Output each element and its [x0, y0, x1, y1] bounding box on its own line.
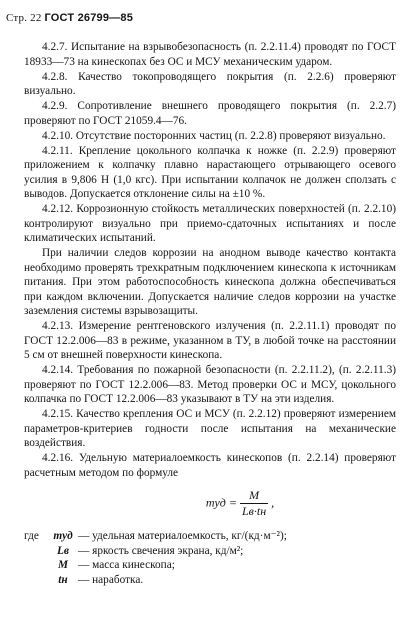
- legend-text: — масса кинескопа;: [78, 559, 175, 571]
- formula: [84, 488, 396, 519]
- paragraph-4-2-13: 4.2.13. Измерение рентгеновского излучения (п. 2.2.11.1) проводят по ГОСТ 12.2.006—83 в режиме, указанном в ТУ, в любой точке на расстоянии 5 см от внешней поверхности кинескопа.: [24, 320, 396, 361]
- legend-row: [24, 529, 396, 544]
- legend-symbol: tн: [58, 573, 68, 586]
- formula-numerator: M: [240, 488, 268, 504]
- legend-row: [24, 573, 396, 588]
- page-number: Стр. 22: [6, 12, 42, 24]
- paragraph-4-2-14: 4.2.14. Требования по пожарной безопасности (п. 2.2.11.2), (п. 2.2.11.3) проверяют по ГОСТ 12.2.006—83. Метод проверки ОС и МСУ, цокольного колпачка по ГОСТ 12.2.006—83 указывают в ТУ на эти изделия.: [24, 364, 396, 405]
- page-header: [6, 12, 133, 24]
- legend-row: [24, 544, 396, 559]
- formula-fraction: [240, 488, 268, 519]
- legend-lead: где: [24, 530, 39, 542]
- legend-symbol: mуд: [53, 530, 73, 542]
- paragraph-4-2-7: 4.2.7. Испытание на взрывобезопасность (п. 2.2.11.4) проводят по ГОСТ 18933—73 на кинескопах без ОС и МСУ механическим ударом.: [24, 41, 396, 68]
- formula-trail: ,: [271, 495, 275, 510]
- formula-legend: [24, 529, 396, 587]
- paragraph-4-2-12: 4.2.12. Коррозионную стойкость металлических поверхностей (п. 2.2.10) контролируют визуально при приемо-сдаточных испытаниях и после климатических испытаний.: [24, 203, 396, 244]
- paragraph-4-2-11: 4.2.11. Крепление цокольного колпачка к ножке (п. 2.2.9) проверяют приложением к колпачку плавно нарастающего отрывающего осевого усилия в 9,806 Н (1,0 кгс). При испытании колпачок не должен сползать с выводов. Допускается отклонение силы на ±10 %.: [24, 144, 396, 200]
- legend-row: [24, 558, 396, 573]
- legend-text: — удельная материалоемкость, кг/(кд·м⁻²);: [78, 530, 287, 542]
- paragraph-4-2-16: 4.2.16. Удельную материалоемкость кинескопов (п. 2.2.14) проверяют расчетным методом по формуле: [24, 452, 396, 479]
- legend-symbol: Lв: [57, 544, 69, 557]
- legend-symbol: M: [57, 559, 69, 571]
- legend-text: — наработка.: [78, 573, 144, 586]
- paragraph-corrosion: При наличии следов коррозии на анодном выводе качество контакта необходимо проверять трехкратным подключением кинескопа к источникам питания. При этом работоспособность кинескопа должна обеспечиваться при каждом включении. Допускается наличие следов коррозии на участке заземления системы взрывозащиты.: [24, 247, 396, 317]
- document-body: [24, 40, 396, 587]
- standard-code: ГОСТ 26799—85: [44, 12, 134, 24]
- paragraph-4-2-9: 4.2.9. Сопротивление внешнего проводящего покрытия (п. 2.2.7) проверяют по ГОСТ 21059.4—76.: [24, 100, 396, 127]
- paragraph-4-2-8: 4.2.8. Качество токопроводящего покрытия (п. 2.2.6) проверяют визуально.: [24, 70, 396, 97]
- paragraph-4-2-15: 4.2.15. Качество крепления ОС и МСУ (п. 2.2.12) проверяют измерением параметров-критериев годности после испытания на механические воздействия.: [24, 408, 396, 449]
- formula-lhs: mуд: [205, 495, 226, 510]
- legend-text: — яркость свечения экрана, кд/м²;: [78, 544, 244, 557]
- paragraph-4-2-10: 4.2.10. Отсутствие посторонних частиц (п. 2.2.8) проверяют визуально.: [42, 129, 386, 142]
- formula-equals: =: [228, 495, 237, 510]
- formula-denominator: Lв·tн: [241, 504, 267, 518]
